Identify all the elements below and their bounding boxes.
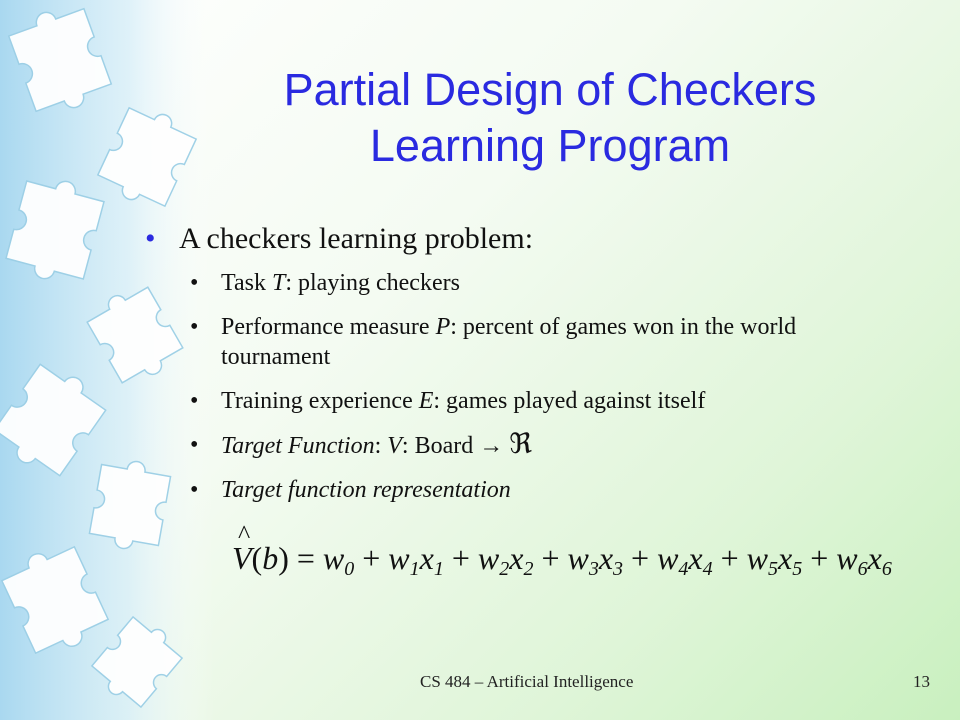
task-label: Task xyxy=(221,270,272,296)
bullet-representation xyxy=(190,475,905,505)
footer-course: CS 484 – Artificial Intelligence xyxy=(420,672,634,691)
formula-plus: + xyxy=(802,540,837,576)
slide-title-line-2: Learning Program xyxy=(369,120,731,171)
bullet-icon: • xyxy=(145,222,156,255)
target-function-formula xyxy=(232,540,892,581)
formula-weight-sub: 3 xyxy=(588,558,599,580)
bullet-main-text: A checkers learning problem: xyxy=(179,222,534,255)
formula-feature-sub: 6 xyxy=(881,558,892,580)
formula-feature-sub: 4 xyxy=(702,558,713,580)
formula-eq: = xyxy=(288,540,323,576)
formula-feature: x xyxy=(867,540,882,576)
formula-feature: x xyxy=(778,540,793,576)
bullet-main xyxy=(145,220,905,258)
formula-v-hat: ^ V xyxy=(232,540,252,577)
formula-feature: x xyxy=(509,540,524,576)
page-number: 13 xyxy=(913,672,930,691)
formula-plus: + xyxy=(623,540,658,576)
slide-title-line-1: Partial Design of Checkers xyxy=(283,64,817,115)
target-label: Target Function xyxy=(221,433,375,459)
slide-title xyxy=(190,62,910,174)
formula-feature-sub: 5 xyxy=(792,558,803,580)
task-text: : playing checkers xyxy=(285,270,460,296)
formula-weight-sub: 5 xyxy=(768,558,779,580)
formula-weight-sub: 2 xyxy=(499,558,510,580)
formula-w0-sub: 0 xyxy=(344,558,355,580)
formula-plus: + xyxy=(533,540,568,576)
formula-plus: + xyxy=(712,540,747,576)
target-sep: : xyxy=(374,433,388,459)
formula-feature: x xyxy=(598,540,614,576)
train-label: Training experience xyxy=(221,388,419,414)
train-var: E xyxy=(418,388,434,414)
bullet-training xyxy=(190,386,905,416)
repr-label: Target function representation xyxy=(221,477,511,503)
slide-content xyxy=(145,220,905,519)
formula-weight: w xyxy=(657,540,679,576)
bullet-icon: • xyxy=(190,270,199,296)
perf-text: : percent of games won in the world tournament xyxy=(221,314,797,370)
formula-feature-sub: 1 xyxy=(433,558,444,580)
task-var: T xyxy=(271,270,286,296)
formula-arg: (b) xyxy=(251,540,289,576)
bullet-icon: • xyxy=(190,432,199,458)
bullet-icon: • xyxy=(190,314,199,340)
perf-label: Performance measure xyxy=(221,314,436,340)
formula-weight: w xyxy=(567,540,589,576)
formula-w0: w xyxy=(322,540,345,576)
formula-weight-sub: 1 xyxy=(409,558,420,580)
formula-feature-sub: 3 xyxy=(613,558,624,580)
formula-plus: + xyxy=(443,540,478,576)
bullet-task xyxy=(190,268,905,298)
formula-terms xyxy=(354,540,892,580)
bullet-icon: • xyxy=(190,388,199,414)
formula-weight-sub: 6 xyxy=(857,558,868,580)
formula-weight-sub: 4 xyxy=(678,558,689,580)
formula-feature: x xyxy=(688,540,703,576)
formula-feature-sub: 2 xyxy=(523,558,534,580)
bullet-target-function xyxy=(190,430,905,461)
bullet-icon: • xyxy=(190,477,199,503)
formula-weight: w xyxy=(388,540,410,576)
train-text: : games played against itself xyxy=(433,388,706,414)
formula-weight: w xyxy=(746,540,769,576)
target-text: : Board → xyxy=(401,433,510,459)
perf-var: P xyxy=(435,314,451,340)
formula-weight: w xyxy=(836,540,858,576)
formula-plus: + xyxy=(354,540,389,576)
formula-feature: x xyxy=(419,540,434,576)
target-var: V xyxy=(387,433,402,459)
real-numbers-symbol: ℜ xyxy=(509,429,533,460)
formula-weight: w xyxy=(477,540,500,576)
bullet-performance xyxy=(190,312,905,372)
